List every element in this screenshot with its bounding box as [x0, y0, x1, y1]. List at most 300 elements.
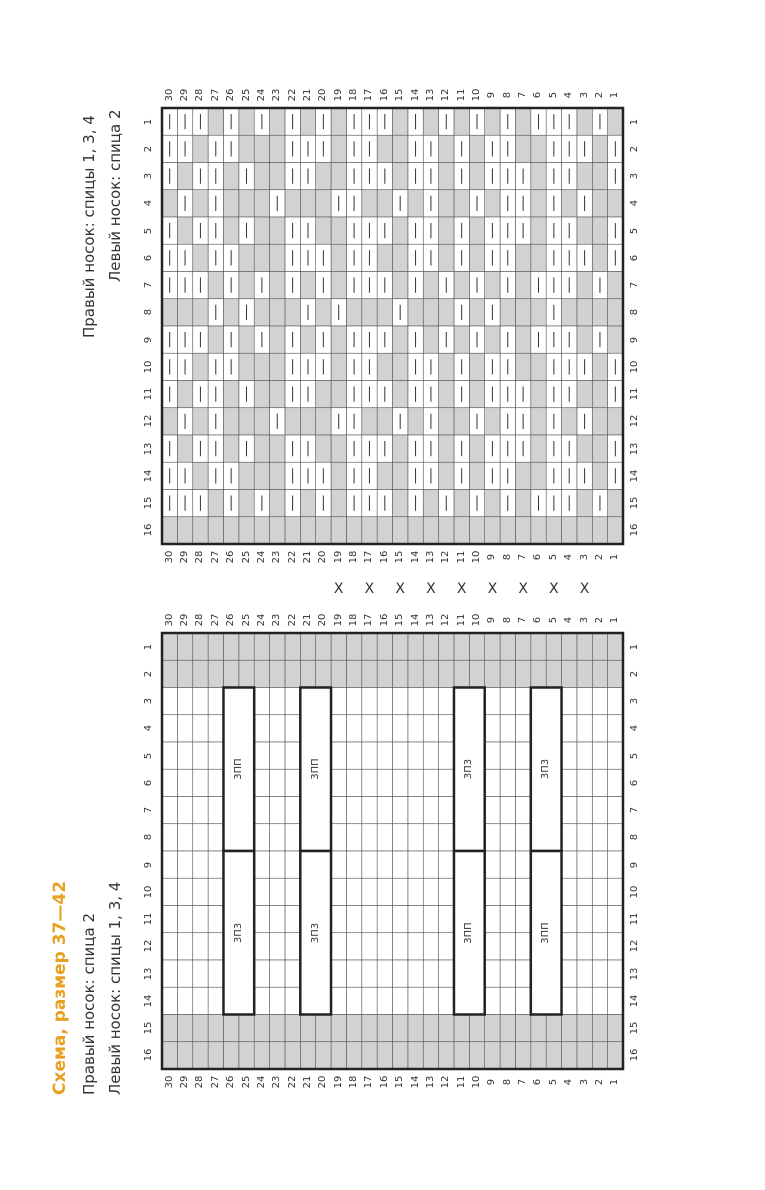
bottom-cell-r8-s4	[562, 824, 577, 851]
bottom-cell-r7-s13	[423, 797, 438, 824]
bottom-row-number-left-5: 5	[143, 752, 154, 759]
top-cell-r9-s21	[300, 326, 315, 353]
bottom-cell-r7-s28	[193, 797, 208, 824]
bottom-cell-r14-s27	[208, 987, 223, 1014]
bottom-cell-r16-s28	[193, 1042, 208, 1069]
bottom-row-number-right-6: 6	[629, 779, 640, 787]
top-cell-r2-s23	[270, 135, 285, 162]
bottom-cell-r9-s7	[515, 851, 530, 878]
top-cell-r3-s19	[331, 163, 346, 190]
bottom-cell-r13-s24	[254, 960, 269, 987]
top-cell-r16-s7	[515, 517, 530, 544]
bottom-cell-r1-s27	[208, 633, 223, 660]
bottom-cell-r2-s23	[270, 660, 285, 687]
top-cell-r15-s15	[393, 490, 408, 517]
bottom-cell-r9-s23	[270, 851, 285, 878]
bottom-cell-r5-s3	[577, 742, 592, 769]
bottom-cell-r9-s28	[193, 851, 208, 878]
top-cell-r8-s2	[592, 299, 607, 326]
bottom-cell-r15-s28	[193, 1015, 208, 1042]
top-cell-r13-s29	[177, 435, 192, 462]
bottom-cell-r15-s23	[270, 1015, 285, 1042]
bottom-cell-r5-s30	[162, 742, 177, 769]
top-cell-r4-s14	[408, 190, 423, 217]
top-cell-r4-s12	[439, 190, 454, 217]
bottom-cell-r4-s7	[515, 715, 530, 742]
bottom-stitch-number-top-20: 20	[317, 613, 329, 627]
top-cell-r10-s25	[239, 353, 254, 380]
bottom-cell-r13-s14	[408, 960, 423, 987]
top-stitch-number-top-5: 5	[547, 91, 559, 99]
bottom-cell-r6-s8	[500, 769, 515, 796]
bottom-cell-r9-s22	[285, 851, 300, 878]
bottom-cell-r4-s19	[331, 715, 346, 742]
top-cell-r16-s24	[254, 517, 269, 544]
bottom-cell-r4-s1	[608, 715, 623, 742]
bottom-cell-r16-s25	[239, 1042, 254, 1069]
top-cell-r16-s4	[562, 517, 577, 544]
bottom-stitch-number-top-17: 17	[363, 613, 375, 627]
bottom-cell-r1-s15	[393, 633, 408, 660]
top-cell-r4-s21	[300, 190, 315, 217]
bottom-chart-caption-2: Левый носок: спицы 1, 3, 4	[106, 881, 124, 1095]
top-stitch-number-top-6: 6	[532, 91, 544, 99]
bottom-cell-r6-s12	[439, 769, 454, 796]
top-stitch-number-bottom-25: 25	[240, 550, 252, 564]
bottom-stitch-number-bottom-2: 2	[593, 1078, 605, 1086]
top-row-number-left-13: 13	[143, 442, 154, 455]
bottom-cell-r2-s25	[239, 660, 254, 687]
bottom-cell-r12-s22	[285, 933, 300, 960]
top-cell-r5-s3	[577, 217, 592, 244]
bottom-stitch-number-top-24: 24	[255, 613, 267, 627]
bottom-stitch-number-top-30: 30	[163, 613, 175, 627]
bottom-cell-r10-s27	[208, 878, 223, 905]
bottom-stitch-number-top-4: 4	[563, 616, 575, 624]
top-cell-r16-s22	[285, 517, 300, 544]
bottom-cell-r4-s9	[485, 715, 500, 742]
top-cell-r9-s1	[608, 326, 623, 353]
bottom-cell-r10-s13	[423, 878, 438, 905]
bottom-cell-r1-s1	[608, 633, 623, 660]
top-cell-r13-s26	[223, 435, 238, 462]
bottom-cell-r5-s4	[562, 742, 577, 769]
bottom-cell-r11-s2	[592, 906, 607, 933]
bottom-row-number-left-9: 9	[143, 861, 154, 868]
bottom-cell-r6-s16	[377, 769, 392, 796]
top-cell-r1-s19	[331, 108, 346, 135]
top-stitch-number-top-26: 26	[225, 88, 237, 102]
top-row-number-left-5: 5	[143, 227, 154, 234]
bottom-cell-r16-s5	[546, 1042, 561, 1069]
top-cell-r13-s12	[439, 435, 454, 462]
bottom-cell-r3-s27	[208, 688, 223, 715]
top-cell-r6-s23	[270, 244, 285, 271]
bottom-cell-r13-s12	[439, 960, 454, 987]
top-stitch-number-top-25: 25	[240, 88, 252, 102]
top-cell-r15-s27	[208, 490, 223, 517]
bottom-cell-r12-s18	[346, 933, 361, 960]
bottom-cell-r10-s19	[331, 878, 346, 905]
cable-label-2-second: 3ПП	[463, 922, 475, 944]
top-row-number-right-2: 2	[629, 145, 640, 153]
bottom-cell-r1-s5	[546, 633, 561, 660]
bottom-cell-r5-s23	[270, 742, 285, 769]
bottom-cell-r2-s1	[608, 660, 623, 687]
bottom-cell-r9-s15	[393, 851, 408, 878]
bottom-cell-r1-s12	[439, 633, 454, 660]
bottom-cell-r11-s22	[285, 906, 300, 933]
top-cell-r11-s6	[531, 381, 546, 408]
top-cell-r16-s18	[346, 517, 361, 544]
top-cell-r8-s22	[285, 299, 300, 326]
bottom-stitch-number-bottom-25: 25	[240, 1075, 252, 1089]
top-cell-r8-s7	[515, 299, 530, 326]
top-cell-r10-s7	[515, 353, 530, 380]
bottom-cell-r1-s3	[577, 633, 592, 660]
bottom-cell-r7-s1	[608, 797, 623, 824]
bottom-cell-r15-s5	[546, 1015, 561, 1042]
top-cell-r3-s12	[439, 163, 454, 190]
bottom-cell-r13-s9	[485, 960, 500, 987]
top-stitch-number-top-29: 29	[179, 88, 191, 102]
x-mark-15: X	[395, 581, 405, 597]
bottom-cell-r4-s29	[177, 715, 192, 742]
top-stitch-number-bottom-10: 10	[471, 550, 483, 564]
top-cell-r11-s24	[254, 381, 269, 408]
bottom-cell-r15-s12	[439, 1015, 454, 1042]
bottom-stitch-number-bottom-30: 30	[163, 1075, 175, 1089]
bottom-cell-r15-s20	[316, 1015, 331, 1042]
bottom-row-number-left-15: 15	[143, 1021, 154, 1035]
top-row-number-left-6: 6	[143, 254, 154, 262]
bottom-cell-r15-s7	[515, 1015, 530, 1042]
bottom-cell-r6-s30	[162, 769, 177, 796]
top-cell-r11-s3	[577, 381, 592, 408]
bottom-cell-r10-s17	[362, 878, 377, 905]
bottom-cell-r15-s10	[469, 1015, 484, 1042]
bottom-cell-r10-s16	[377, 878, 392, 905]
bottom-cell-r10-s1	[608, 878, 623, 905]
bottom-stitch-number-top-15: 15	[394, 613, 406, 627]
bottom-row-number-right-2: 2	[629, 670, 640, 678]
top-cell-r12-s4	[562, 408, 577, 435]
bottom-cell-r5-s29	[177, 742, 192, 769]
bottom-cell-r12-s23	[270, 933, 285, 960]
top-stitch-number-bottom-20: 20	[317, 550, 329, 564]
bottom-cell-r8-s7	[515, 824, 530, 851]
top-cell-r6-s12	[439, 244, 454, 271]
bottom-row-number-right-11: 11	[629, 912, 640, 926]
bottom-cell-r7-s27	[208, 797, 223, 824]
bottom-row-number-left-11: 11	[143, 912, 154, 926]
top-cell-r4-s20	[316, 190, 331, 217]
top-cell-r8-s23	[270, 299, 285, 326]
bottom-cell-r7-s7	[515, 797, 530, 824]
top-cell-r16-s10	[469, 517, 484, 544]
bottom-cell-r1-s13	[423, 633, 438, 660]
bottom-cell-r14-s13	[423, 987, 438, 1014]
top-stitch-number-top-18: 18	[348, 88, 360, 102]
bottom-cell-r5-s12	[439, 742, 454, 769]
top-cell-r5-s15	[393, 217, 408, 244]
bottom-cell-r1-s6	[531, 633, 546, 660]
bottom-cell-r14-s22	[285, 987, 300, 1014]
bottom-cell-r16-s24	[254, 1042, 269, 1069]
bottom-cell-r3-s3	[577, 688, 592, 715]
bottom-cell-r16-s8	[500, 1042, 515, 1069]
top-cell-r11-s26	[223, 381, 238, 408]
top-cell-r16-s12	[439, 517, 454, 544]
bottom-cell-r6-s15	[393, 769, 408, 796]
bottom-cell-r3-s1	[608, 688, 623, 715]
bottom-cell-r1-s19	[331, 633, 346, 660]
top-row-number-right-1: 1	[629, 118, 640, 125]
bottom-cell-r2-s17	[362, 660, 377, 687]
top-cell-r8-s4	[562, 299, 577, 326]
bottom-cell-r13-s16	[377, 960, 392, 987]
top-cell-r15-s19	[331, 490, 346, 517]
bottom-cell-r8-s22	[285, 824, 300, 851]
bottom-cell-r14-s30	[162, 987, 177, 1014]
top-cell-r1-s1	[608, 108, 623, 135]
bottom-cell-r7-s23	[270, 797, 285, 824]
bottom-cell-r3-s14	[408, 688, 423, 715]
top-cell-r12-s24	[254, 408, 269, 435]
bottom-cell-r12-s14	[408, 933, 423, 960]
bottom-cell-r1-s22	[285, 633, 300, 660]
top-cell-r13-s6	[531, 435, 546, 462]
top-cell-r14-s2	[592, 462, 607, 489]
bottom-cell-r3-s22	[285, 688, 300, 715]
bottom-cell-r12-s1	[608, 933, 623, 960]
bottom-cell-r13-s23	[270, 960, 285, 987]
bottom-cell-r16-s4	[562, 1042, 577, 1069]
top-cell-r11-s2	[592, 381, 607, 408]
bottom-cell-r10-s22	[285, 878, 300, 905]
bottom-cell-r11-s29	[177, 906, 192, 933]
top-cell-r12-s17	[362, 408, 377, 435]
top-cell-r8-s30	[162, 299, 177, 326]
top-cell-r5-s29	[177, 217, 192, 244]
top-cell-r1-s25	[239, 108, 254, 135]
bottom-cell-r13-s30	[162, 960, 177, 987]
bottom-cell-r1-s8	[500, 633, 515, 660]
bottom-cell-r7-s29	[177, 797, 192, 824]
bottom-cell-r1-s11	[454, 633, 469, 660]
bottom-row-number-right-9: 9	[629, 861, 640, 868]
bottom-cell-r7-s22	[285, 797, 300, 824]
bottom-cell-r11-s8	[500, 906, 515, 933]
top-stitch-number-top-24: 24	[255, 88, 267, 102]
top-cell-r12-s16	[377, 408, 392, 435]
top-cell-r15-s11	[454, 490, 469, 517]
top-stitch-number-bottom-18: 18	[348, 550, 360, 564]
top-cell-r6-s16	[377, 244, 392, 271]
bottom-row-number-right-15: 15	[629, 1021, 640, 1035]
top-cell-r12-s2	[592, 408, 607, 435]
top-cell-r16-s28	[193, 517, 208, 544]
top-cell-r8-s3	[577, 299, 592, 326]
top-cell-r7-s11	[454, 272, 469, 299]
top-cell-r10-s12	[439, 353, 454, 380]
bottom-cell-r11-s9	[485, 906, 500, 933]
top-cell-r2-s7	[515, 135, 530, 162]
top-cell-r16-s27	[208, 517, 223, 544]
top-cell-r12-s14	[408, 408, 423, 435]
top-cell-r8-s18	[346, 299, 361, 326]
top-row-number-right-14: 14	[629, 469, 640, 483]
bottom-cell-r11-s30	[162, 906, 177, 933]
cable-label-1-first: 3ПП	[309, 758, 321, 780]
top-cell-r12-s25	[239, 408, 254, 435]
top-stitch-number-bottom-11: 11	[455, 550, 467, 564]
bottom-cell-r3-s16	[377, 688, 392, 715]
top-cell-r13-s23	[270, 435, 285, 462]
cable-label-0-second: 3П3	[232, 922, 244, 943]
bottom-cell-r13-s13	[423, 960, 438, 987]
x-mark-13: X	[426, 581, 436, 597]
top-cell-r3-s20	[316, 163, 331, 190]
top-row-number-left-8: 8	[143, 309, 154, 316]
top-cell-r10-s19	[331, 353, 346, 380]
bottom-cell-r6-s28	[193, 769, 208, 796]
top-cell-r9-s19	[331, 326, 346, 353]
top-cell-r12-s30	[162, 408, 177, 435]
bottom-cell-r16-s6	[531, 1042, 546, 1069]
top-cell-r7-s9	[485, 272, 500, 299]
bottom-cell-r8-s27	[208, 824, 223, 851]
bottom-cell-r9-s14	[408, 851, 423, 878]
top-cell-r7-s19	[331, 272, 346, 299]
bottom-cell-r16-s18	[346, 1042, 361, 1069]
bottom-cell-r11-s1	[608, 906, 623, 933]
top-cell-r16-s23	[270, 517, 285, 544]
bottom-cell-r7-s19	[331, 797, 346, 824]
bottom-cell-r16-s12	[439, 1042, 454, 1069]
bottom-cell-r15-s30	[162, 1015, 177, 1042]
top-row-number-right-10: 10	[629, 360, 640, 374]
top-row-number-left-12: 12	[143, 415, 154, 428]
bottom-stitch-number-top-3: 3	[578, 616, 590, 624]
top-stitch-number-bottom-6: 6	[532, 553, 544, 561]
bottom-stitch-number-top-1: 1	[609, 616, 621, 624]
top-cell-r8-s16	[377, 299, 392, 326]
bottom-cell-r5-s18	[346, 742, 361, 769]
bottom-cell-r10-s14	[408, 878, 423, 905]
x-mark-9: X	[487, 581, 498, 597]
top-cell-r1-s23	[270, 108, 285, 135]
bottom-row-number-left-8: 8	[143, 834, 154, 841]
top-cell-r15-s3	[577, 490, 592, 517]
bottom-cell-r4-s27	[208, 715, 223, 742]
bottom-cell-r10-s29	[177, 878, 192, 905]
top-cell-r8-s29	[177, 299, 192, 326]
bottom-cell-r15-s1	[608, 1015, 623, 1042]
bottom-cell-r1-s26	[223, 633, 238, 660]
top-cell-r14-s28	[193, 462, 208, 489]
bottom-stitch-number-bottom-6: 6	[532, 1078, 544, 1086]
bottom-stitch-number-bottom-11: 11	[455, 1075, 467, 1089]
bottom-stitch-number-bottom-10: 10	[471, 1075, 483, 1089]
bottom-cell-r1-s29	[177, 633, 192, 660]
top-cell-r7-s13	[423, 272, 438, 299]
top-stitch-number-top-15: 15	[394, 88, 406, 102]
top-cell-r4-s2	[592, 190, 607, 217]
bottom-cell-r15-s22	[285, 1015, 300, 1042]
bottom-cell-r12-s2	[592, 933, 607, 960]
bottom-cell-r13-s28	[193, 960, 208, 987]
bottom-cell-r2-s28	[193, 660, 208, 687]
top-cell-r15-s9	[485, 490, 500, 517]
top-cell-r7-s27	[208, 272, 223, 299]
bottom-stitch-number-top-21: 21	[301, 613, 313, 627]
bottom-row-number-right-10: 10	[629, 885, 640, 899]
x-mark-11: X	[456, 581, 467, 597]
bottom-cell-r11-s13	[423, 906, 438, 933]
top-stitch-number-top-23: 23	[271, 88, 283, 102]
bottom-cell-r12-s16	[377, 933, 392, 960]
bottom-cell-r6-s24	[254, 769, 269, 796]
top-row-number-right-6: 6	[629, 254, 640, 262]
bottom-cell-r7-s2	[592, 797, 607, 824]
bottom-stitch-number-bottom-8: 8	[501, 1078, 513, 1086]
top-cell-r7-s7	[515, 272, 530, 299]
top-row-number-right-15: 15	[629, 496, 640, 510]
bottom-row-number-left-1: 1	[143, 643, 154, 650]
top-cell-r2-s15	[393, 135, 408, 162]
top-cell-r7-s25	[239, 272, 254, 299]
bottom-cell-r8-s12	[439, 824, 454, 851]
bottom-row-number-left-2: 2	[143, 670, 154, 678]
bottom-cell-r2-s7	[515, 660, 530, 687]
bottom-stitch-number-top-29: 29	[179, 613, 191, 627]
bottom-cell-r5-s19	[331, 742, 346, 769]
bottom-cell-r9-s2	[592, 851, 607, 878]
bottom-cell-r5-s28	[193, 742, 208, 769]
bottom-cell-r10-s12	[439, 878, 454, 905]
top-cell-r12-s9	[485, 408, 500, 435]
bottom-cell-r14-s16	[377, 987, 392, 1014]
bottom-cell-r1-s23	[270, 633, 285, 660]
bottom-cell-r14-s12	[439, 987, 454, 1014]
top-cell-r11-s10	[469, 381, 484, 408]
top-cell-r1-s13	[423, 108, 438, 135]
bottom-cell-r3-s12	[439, 688, 454, 715]
bottom-cell-r13-s22	[285, 960, 300, 987]
bottom-cell-r3-s2	[592, 688, 607, 715]
bottom-cell-r3-s13	[423, 688, 438, 715]
top-cell-r9-s3	[577, 326, 592, 353]
top-cell-r14-s16	[377, 462, 392, 489]
bottom-stitch-number-bottom-23: 23	[271, 1075, 283, 1089]
bottom-cell-r16-s26	[223, 1042, 238, 1069]
top-cell-r9-s25	[239, 326, 254, 353]
top-row-number-right-13: 13	[629, 442, 640, 455]
top-cell-r4-s17	[362, 190, 377, 217]
bottom-cell-r12-s27	[208, 933, 223, 960]
top-cell-r12-s21	[300, 408, 315, 435]
bottom-cell-r3-s9	[485, 688, 500, 715]
top-cell-r11-s23	[270, 381, 285, 408]
bottom-stitch-number-top-14: 14	[409, 613, 421, 627]
top-cell-r5-s26	[223, 217, 238, 244]
bottom-cell-r2-s3	[577, 660, 592, 687]
top-cell-r8-s14	[408, 299, 423, 326]
bottom-cell-r13-s17	[362, 960, 377, 987]
top-stitch-number-bottom-7: 7	[517, 553, 529, 561]
top-cell-r13-s2	[592, 435, 607, 462]
